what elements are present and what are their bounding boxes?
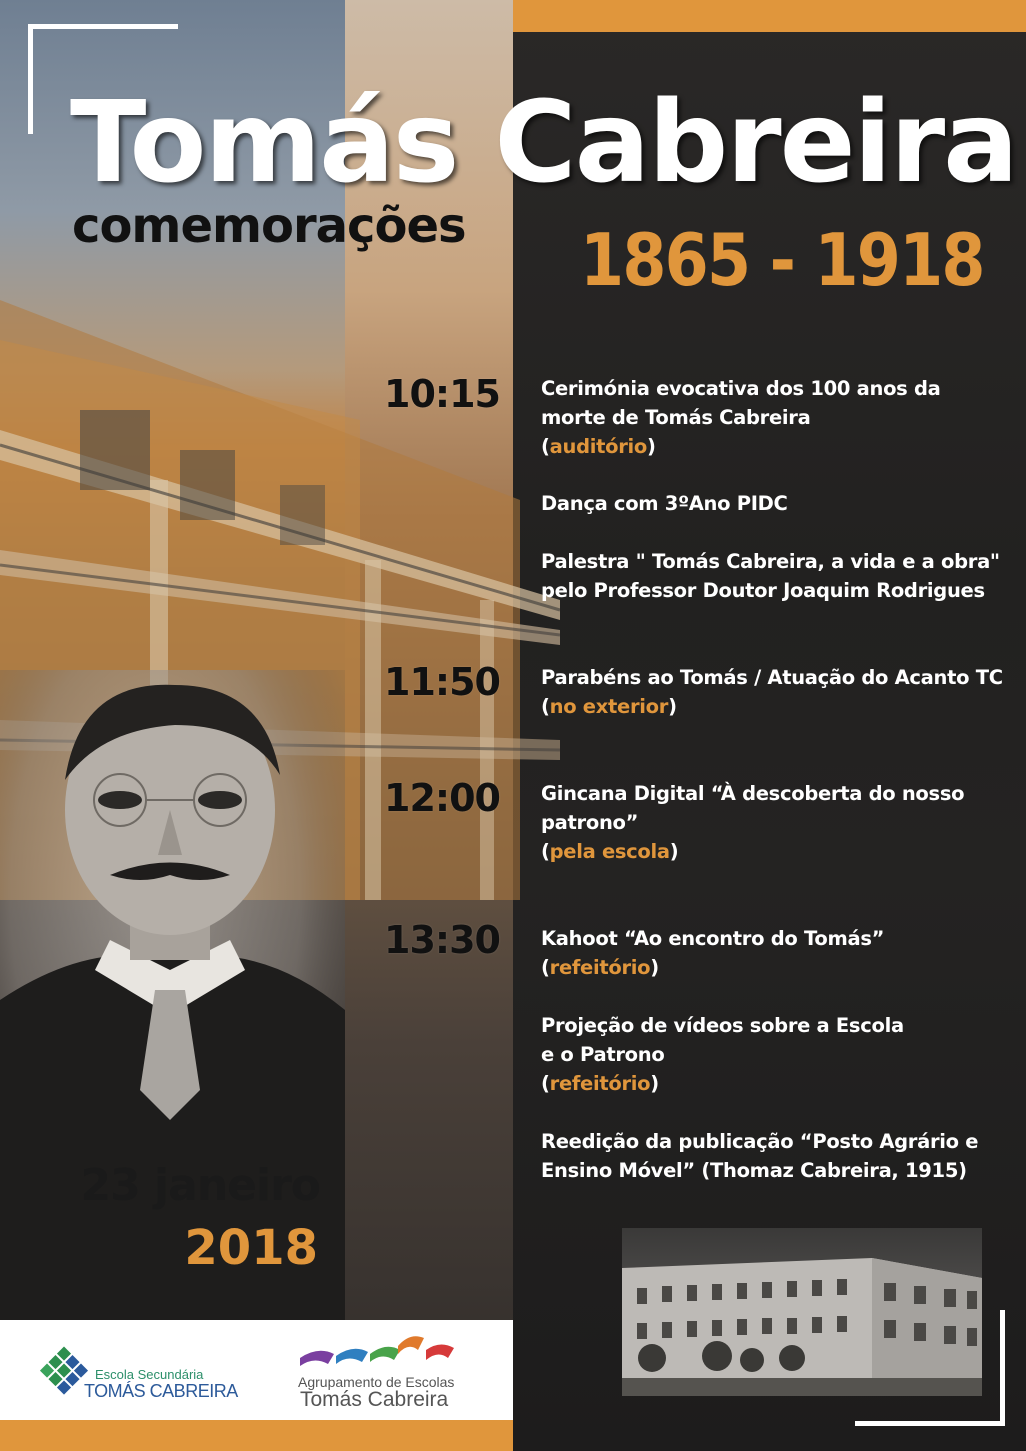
event-gincana: Gincana Digital “À descoberta do nosso patrono” (pela escola)	[541, 782, 965, 863]
group-logo-icon	[298, 1332, 458, 1374]
time-slot-1150: 11:50	[384, 660, 500, 704]
event-date: 23 janeiro	[80, 1160, 320, 1211]
event-ceremony: Cerimónia evocativa dos 100 anos da morte de Tomás Cabreira (auditório)	[541, 377, 941, 458]
poster-title: Tomás Cabreira	[70, 78, 1017, 208]
school-logo-line2: TOMÁS CABREIRA	[84, 1381, 238, 1401]
time-slot-1330: 13:30	[384, 918, 500, 962]
time-slot-1015: 10:15	[384, 372, 500, 416]
event-location: pela escola	[549, 840, 670, 863]
event-kahoot: Kahoot “Ao encontro do Tomás” (refeitório)	[541, 927, 885, 979]
event-text: Parabéns ao Tomás / Atuação do Acanto TC	[541, 666, 1003, 689]
years-range: 1865 - 1918	[580, 218, 984, 302]
event-location: auditório	[549, 435, 648, 458]
event-dance	[541, 489, 1011, 518]
event-text: Projeção de vídeos sobre a Escola e o Patrono	[541, 1014, 904, 1066]
top-accent-bar	[513, 0, 1026, 32]
event-location: refeitório	[549, 1072, 651, 1095]
event-text: Palestra " Tomás Cabreira, a vida e a obra" pelo Professor Doutor Joaquim Rodrigues	[541, 550, 1000, 602]
event-location: no exterior	[549, 695, 669, 718]
group-logo-line2: Tomás Cabreira	[300, 1388, 449, 1411]
corner-frame-bottom-right	[855, 1310, 1005, 1426]
event-text: Cerimónia evocativa dos 100 anos da morte de Tomás Cabreira	[541, 377, 941, 429]
school-logo-line1: Escola Secundária	[95, 1367, 204, 1382]
event-videos: Projeção de vídeos sobre a Escola e o Patrono (refeitório)	[541, 1014, 904, 1095]
bottom-accent-bar	[0, 1420, 513, 1451]
event-text: Kahoot “Ao encontro do Tomás”	[541, 927, 885, 950]
time-slot-1200: 12:00	[384, 776, 500, 820]
poster-subtitle: comemorações	[72, 198, 466, 254]
event-location: refeitório	[549, 956, 651, 979]
event-year: 2018	[184, 1220, 318, 1276]
event-text: Gincana Digital “À descoberta do nosso patrono”	[541, 782, 965, 834]
group-logo-line1: Agrupamento de Escolas	[298, 1374, 455, 1390]
event-birthday: Parabéns ao Tomás / Atuação do Acanto TC (no exterior)	[541, 666, 1003, 718]
event-text: Dança com 3ºAno PIDC	[541, 492, 788, 515]
event-publication	[541, 1127, 1011, 1185]
event-text: Reedição da publicação “Posto Agrário e Ensino Móvel” (Thomaz Cabreira, 1915)	[541, 1130, 979, 1182]
event-lecture	[541, 547, 1011, 605]
